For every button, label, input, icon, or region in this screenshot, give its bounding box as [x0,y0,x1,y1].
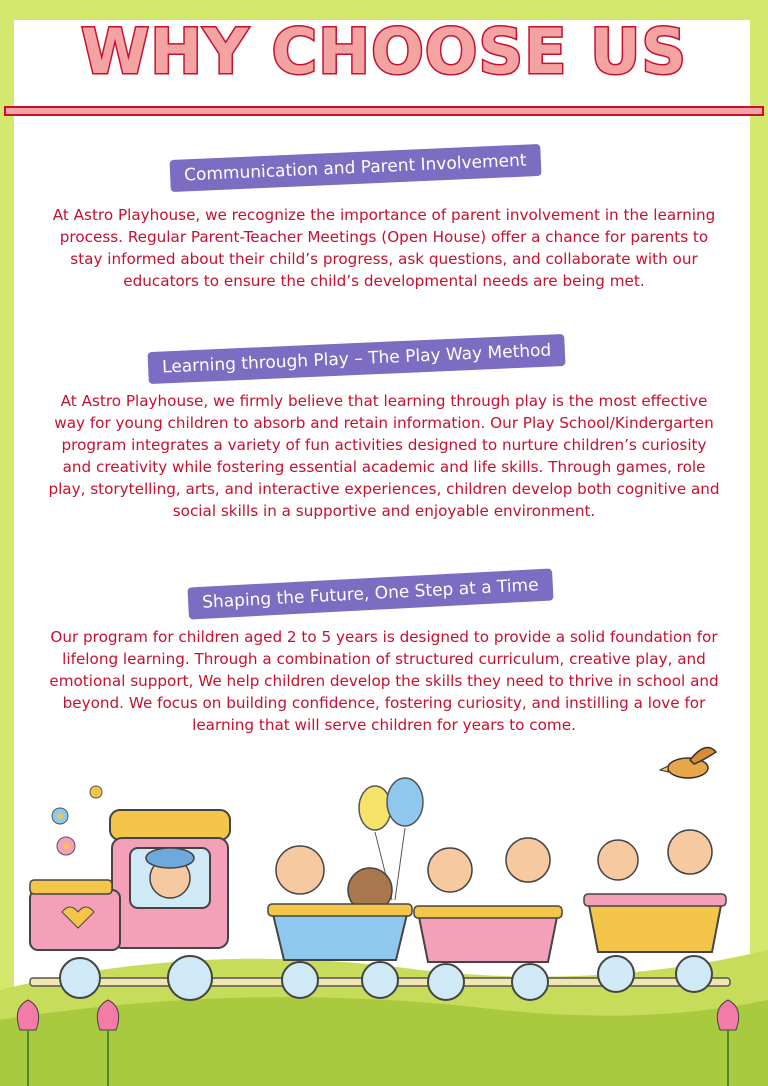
section-body-play-way: At Astro Playhouse, we firmly believe that learning through play is the most effective way for young children to absorb and retain information. Our Play School/Kindergarten program integrates a variety of fun activities designed to nurture children’s curiosity and creativity while fostering essential academic and life skills. Through games, role play, storytelling, arts, and interactive experiences, children develop both cognitive and social skills in a supportive and enjoyable environment. [48,392,720,520]
section-heading-shaping-future: Shaping the Future, One Step at a Time [187,568,553,619]
section-body-communication: At Astro Playhouse, we recognize the importance of parent involvement in the learning process. Regular Parent-Teacher Meetings (Open House) offer a chance for parents to stay informed about their child’s progress, ask questions, and collaborate with our educators to ensure the child’s developmental needs are being met. [52,206,716,290]
page-title: WHY CHOOSE US [80,15,688,88]
title-underline-bar [4,106,764,116]
section-heading-communication: Communication and Parent Involvement [169,144,541,192]
wagon-3-icon [584,830,726,992]
flowers-icon [52,786,102,855]
section-heading-play-way: Learning through Play – The Play Way Method [148,334,566,384]
bird-icon [660,748,716,779]
kids-train-illustration-icon [0,730,768,1086]
section-body-shaping-future: Our program for children aged 2 to 5 years is designed to provide a solid foundation for lifelong learning. Through a combination of structured curriculum, creative play, and emotional support, We help children develop the skills they need to thrive in school and beyond. We focus on building confidence, fostering curiosity, and instilling a love for learning that will serve children for years to come. [49,628,719,734]
